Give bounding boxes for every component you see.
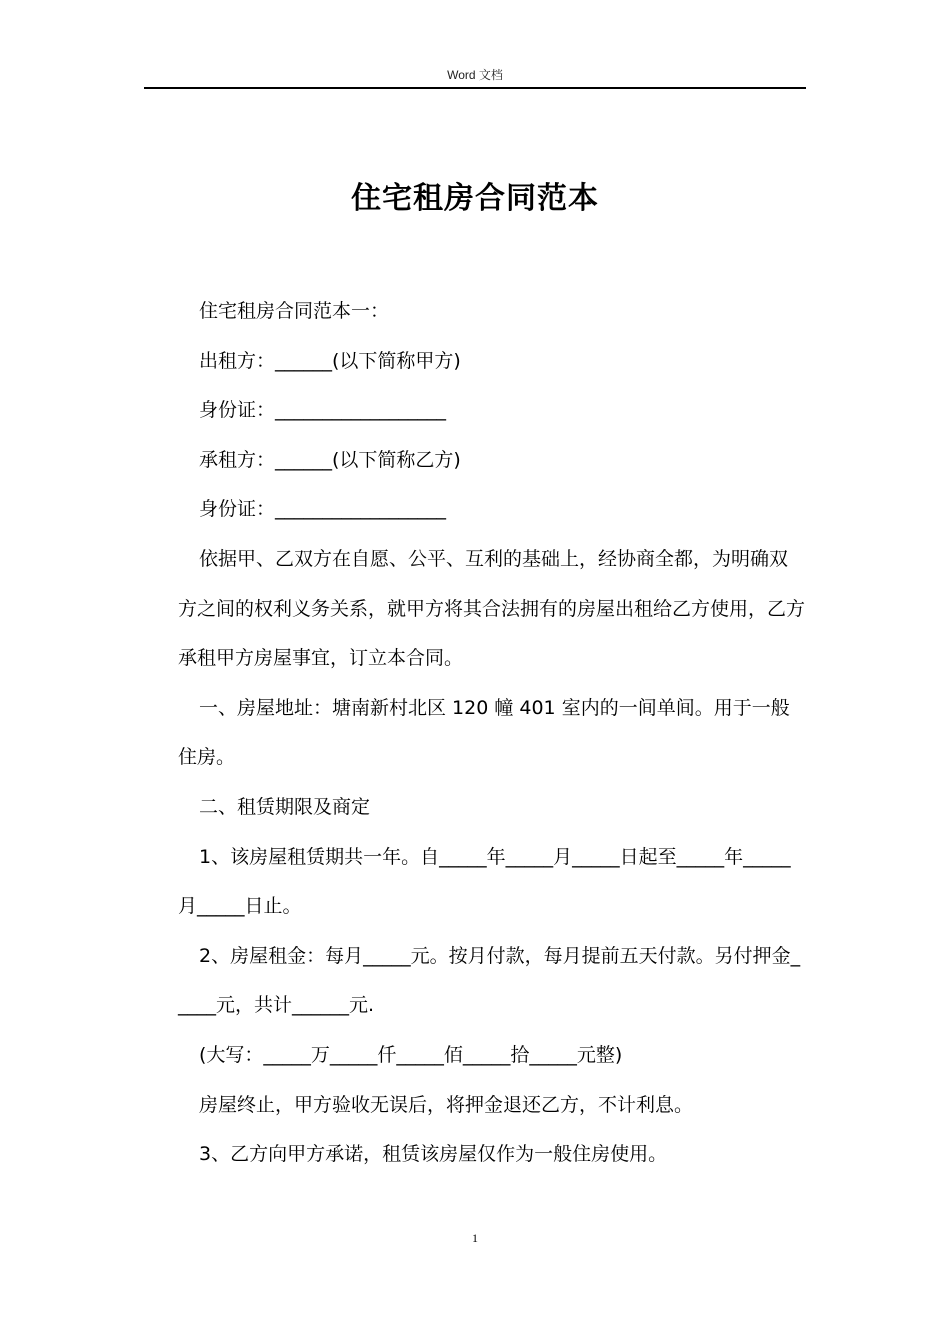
page-header: Word 文档 xyxy=(447,68,503,82)
header-divider xyxy=(144,87,806,89)
preamble-paragraph: 依据甲、乙双方在自愿、公平、互利的基础上，经协商全都，为明确双方之间的权利义务关系，就甲方将其合法拥有的房屋出租给乙方使用，乙方承租甲方房屋事宜，订立本合同。 xyxy=(178,547,806,670)
clause-rent: 2、房屋租金：每月_____元。按月付款，每月提前五天付款。另付押金_____元，共计______元. xyxy=(178,944,801,1017)
clause-residential-use: 3、乙方向甲方承诺，租赁该房屋仅作为一般住房使用。 xyxy=(199,1143,668,1166)
lessor-id-line: 身份证：__________________ xyxy=(199,399,447,422)
clause-rent-in-words: (大写：_____万_____仟_____佰_____拾_____元整) xyxy=(199,1043,623,1066)
clause-lease-period: 1、该房屋租赁期共一年。自_____年_____月_____日起至_____年_____月_____日止。 xyxy=(178,845,791,918)
document-title: 住宅租房合同范本 xyxy=(351,181,599,217)
document-body xyxy=(178,287,806,1180)
lessee-id-line: 身份证：__________________ xyxy=(199,498,447,521)
page-number: 1 xyxy=(472,1231,478,1245)
lessee-line: 承租方：______(以下简称乙方) xyxy=(199,448,461,471)
clause-deposit-return: 房屋终止，甲方验收无误后，将押金退还乙方，不计利息。 xyxy=(199,1093,694,1116)
lessor-line: 出租方：______(以下简称甲方) xyxy=(199,349,461,372)
contract-intro: 住宅租房合同范本一： xyxy=(199,300,390,322)
clause-address: 一、房屋地址：塘南新村北区 120 幢 401 室内的一间单间。用于一般住房。 xyxy=(178,696,790,769)
clause-lease-term-heading: 二、租赁期限及商定 xyxy=(199,795,371,818)
